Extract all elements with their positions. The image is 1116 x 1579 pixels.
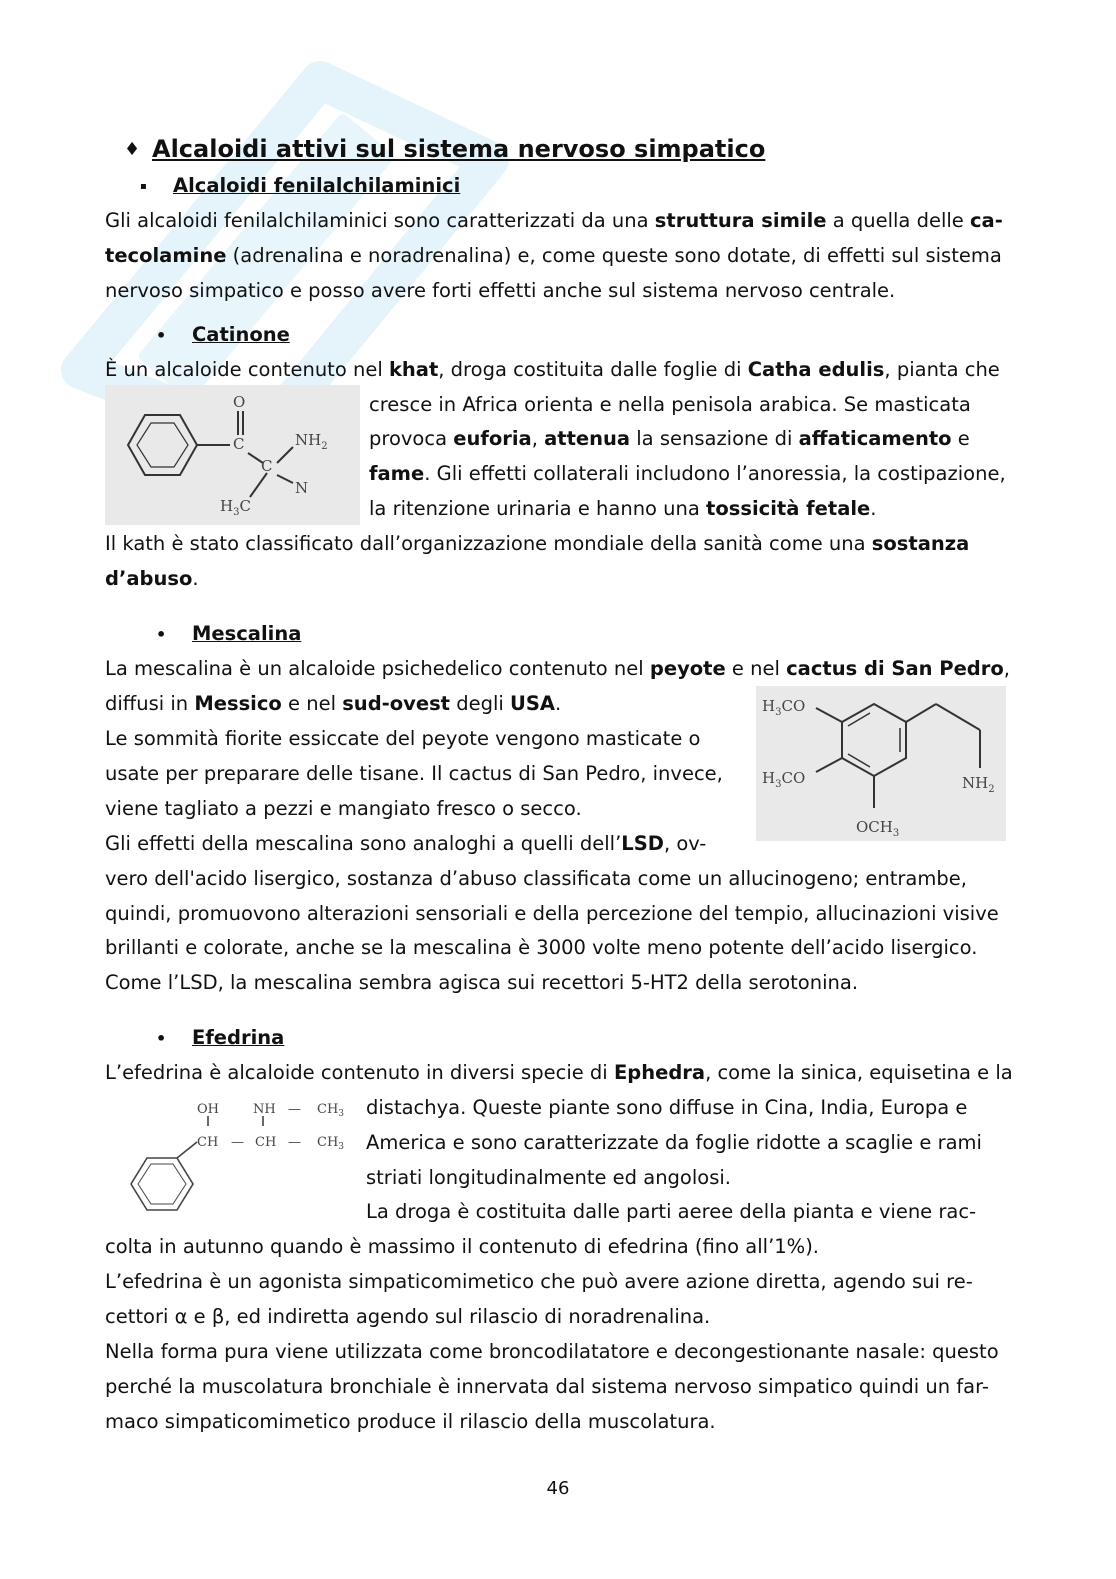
efedrina-line-11 [105,1408,716,1436]
mescalina-line-9 [105,934,977,962]
atom-o: O [233,393,246,411]
group-ch-1: CH [197,1135,219,1150]
bold-run: ca- [970,209,1003,232]
catinone-line-1 [105,356,1000,384]
bold-run: Messico [194,692,282,715]
text-run: Le sommità fiorite essiccate del peyote vengono masticate o [105,727,701,750]
text-run: la sensazione di [630,427,799,450]
atom-c2: C [261,457,273,475]
ch3-top-label: CH [317,1102,339,1117]
text-run: . Gli effetti collaterali includono l’anoressia, la costipazione, [424,462,1006,485]
mescalina-structure-figure [756,686,1006,841]
heading-efedrina [156,1024,284,1053]
group-ch3-bottom [317,1135,344,1152]
mescalina-line-8 [105,900,999,928]
mescalina-structure-diagram [756,686,1006,841]
och3-label: OCH [856,818,893,836]
heading-main-text: Alcaloidi attivi sul sistema nervoso simpatico [152,135,766,163]
text-run: . [870,497,877,520]
intro-line-2 [105,242,1002,270]
text-run: cresce in Africa orienta e nella penisola arabica. Se masticata [369,393,971,416]
text-run: Come l’LSD, la mescalina sembra agisca sui recettori 5-HT2 della serotonina. [105,971,859,994]
dash-2: — [231,1135,244,1150]
bond-line [816,758,842,772]
bond-line [177,1142,197,1158]
bold-run: d’abuso [105,567,193,590]
efedrina-line-3 [366,1129,982,1157]
text-run: La droga è costituita dalle parti aeree della pianta e viene rac- [366,1200,977,1223]
bold-run: sud-ovest [342,692,451,715]
text-run: L’efedrina è alcaloide contenuto in diversi specie di [105,1061,614,1084]
group-h3co-top [762,697,805,718]
ch3-bottom-subscript: 3 [338,1142,345,1152]
h3co-top-h: H [762,697,776,715]
catinone-line-4 [369,460,1006,488]
group-ch3-top [317,1102,344,1119]
efedrina-line-10 [105,1373,989,1401]
mescalina-line-6 [105,830,706,858]
h3c-subscript: 3 [233,507,240,518]
text-run: brillanti e colorate, anche se la mescalina è 3000 volte meno potente dell’acido lisergico. [105,936,978,959]
intro-line-3 [105,277,895,305]
text-run: , [1003,657,1010,680]
round-bullet-icon: • [156,625,167,644]
text-run: e nel [281,692,343,715]
atom-h3c [220,497,251,518]
heading-mescalina [156,620,301,649]
intro-line-1 [105,207,1003,235]
catinone-line-7 [105,565,199,593]
nh2-subscript: 2 [988,784,995,795]
bold-run: euforia [453,427,532,450]
h3co-top-co: CO [781,697,806,715]
text-run: (adrenalina e noradrenalina) e, come queste sono dotate, di effetti sul sistema [226,244,1002,267]
text-run: perché la muscolatura bronchiale è innervata dal sistema nervoso simpatico quindi un far- [105,1375,989,1398]
text-run: e nel [725,657,787,680]
group-h3co-middle [762,769,805,790]
benzene-ring [131,1158,193,1210]
text-run: a quella delle [826,209,970,232]
text-run: , droga costituita dalle foglie di [438,358,748,381]
text-run: cettori α e β, ed indiretta agendo sul rilascio di noradrenalina. [105,1305,711,1328]
benzene-ring [128,415,197,475]
bond-line [816,708,842,722]
bold-run: attenua [544,427,631,450]
h3co-middle-subscript: 3 [775,779,782,790]
text-run: , come la sinica, equisetina e la [705,1061,1013,1084]
catinone-structure-figure [105,385,360,525]
text-run: America e sono caratterizzate da foglie ridotte a scaglie e rami [366,1131,982,1154]
group-nh2 [962,774,995,795]
text-run: striati longitudinalmente ed angolosi. [366,1166,731,1189]
bold-run: Catha edulis [747,358,885,381]
h3c-label: H [220,497,234,515]
text-run: Gli alcaloidi fenilalchilaminici sono caratterizzati da una [105,209,655,232]
efedrina-structure-figure [105,1094,355,1234]
text-run: È un alcaloide contenuto nel [105,358,389,381]
text-run: diffusi in [105,692,195,715]
bold-run: struttura simile [654,209,827,232]
h3co-middle-h: H [762,769,776,787]
section-heading-main [124,132,765,167]
group-oh: OH [197,1102,219,1117]
text-run: Gli effetti della mescalina sono analoghi a quelli dell’ [105,832,622,855]
text-run: . [555,692,562,715]
catinone-line-3 [369,425,970,453]
text-run: nervoso simpatico e posso avere forti effetti anche sul sistema nervoso centrale. [105,279,896,302]
text-run: degli [450,692,511,715]
text-run: quindi, promuovono alterazioni sensoriali e della percezione del tempio, allucinazioni visive [105,902,999,925]
round-bullet-icon: • [156,1029,167,1048]
bold-run: affaticamento [798,427,952,450]
bond-line [848,754,870,767]
h3c-carbon: C [239,497,251,515]
efedrina-line-8 [105,1303,710,1331]
benzene-inner-ring [137,423,188,467]
bold-run: USA [510,692,555,715]
atom-n: N [295,479,309,497]
text-run: La mescalina è un alcaloide psichedelico contenuto nel [105,657,650,680]
benzene-ring [842,704,906,776]
benzene-inner-ring [138,1164,186,1204]
h3co-middle-co: CO [781,769,806,787]
atom-nh2 [295,431,328,452]
text-run: , pianta che [884,358,1000,381]
h3co-top-subscript: 3 [775,707,782,718]
text-run: la ritenzione urinaria e hanno una [369,497,707,520]
bold-run: tecolamine [105,244,227,267]
bold-run: peyote [649,657,726,680]
catinone-structure-diagram [105,385,360,525]
efedrina-structure-diagram [105,1094,355,1234]
efedrina-line-9 [105,1338,999,1366]
text-run: colta in autunno quando è massimo il contenuto di efedrina (fino all’1%). [105,1235,820,1258]
text-run: e [951,427,970,450]
heading-catinone-text: Catinone [192,323,290,346]
ch3-bottom-label: CH [317,1135,339,1150]
group-ch-2: CH [255,1135,277,1150]
mescalina-line-2 [105,690,561,718]
catinone-line-5 [369,495,876,523]
text-run: provoca [369,427,454,450]
text-run: , ov- [663,832,707,855]
group-och3 [856,818,899,839]
efedrina-line-7 [105,1268,973,1296]
text-run: Nella forma pura viene utilizzata come broncodilatatore e decongestionante nasale: questo [105,1340,999,1363]
nh2-subscript: 2 [321,441,328,452]
catinone-line-2 [369,391,971,419]
text-run: L’efedrina è un agonista simpaticomimetico che può avere azione diretta, agendo sui re- [105,1270,973,1293]
atom-c1: C [233,435,245,453]
heading-mescalina-text: Mescalina [192,622,302,645]
heading-efedrina-text: Efedrina [192,1026,285,1049]
bond-line [250,473,267,497]
mescalina-line-4 [105,760,723,788]
bold-run: fame [369,462,425,485]
subsection-heading-text: Alcaloidi fenilalchilaminici [173,174,461,197]
efedrina-line-1 [105,1059,1013,1087]
efedrina-line-2 [366,1094,967,1122]
text-run: . [192,567,199,590]
mescalina-line-1 [105,655,1010,683]
text-run: viene tagliato a pezzi e mangiato fresco o secco. [105,797,582,820]
bond-line [277,475,293,483]
mescalina-line-7 [105,865,967,893]
bond-line [936,704,980,730]
mescalina-line-10 [105,969,858,997]
nh2-label: NH [295,431,322,449]
text-run: , [531,427,545,450]
mescalina-line-3 [105,725,700,753]
diamond-bullet-icon: ♦ [124,139,141,160]
ch3-top-subscript: 3 [338,1109,345,1119]
text-run: distachya. Queste piante sono diffuse in Cina, India, Europa e [366,1096,968,1119]
mescalina-line-5 [105,795,582,823]
nh2-label: NH [962,774,989,792]
round-bullet-icon: • [156,326,167,345]
text-run: vero dell'acido lisergico, sostanza d’abuso classificata come un allucinogeno; entrambe, [105,867,967,890]
bond-line [906,704,936,722]
page-number: 46 [546,1478,570,1499]
subsection-heading [140,172,460,201]
bold-run: sostanza [871,532,970,555]
efedrina-line-5 [366,1198,976,1226]
dash-1: — [288,1102,301,1117]
bold-run: cactus di San Pedro [786,657,1004,680]
bold-run: LSD [621,832,664,855]
text-run: usate per preparare delle tisane. Il cactus di San Pedro, invece, [105,762,723,785]
text-run: maco simpaticomimetico produce il rilascio della muscolatura. [105,1410,716,1433]
square-bullet-icon: ▪ [140,181,147,192]
heading-catinone [156,321,290,350]
efedrina-line-6 [105,1233,819,1261]
bold-run: Ephedra [613,1061,706,1084]
group-nh: NH [253,1102,276,1117]
dash-3: — [288,1135,301,1150]
och3-subscript: 3 [892,828,900,839]
bold-run: khat [388,358,439,381]
bond-line [277,447,293,463]
catinone-line-6 [105,530,969,558]
text-run: Il kath è stato classificato dall’organizzazione mondiale della sanità come una [105,532,872,555]
efedrina-line-4 [366,1164,731,1192]
bold-run: tossicità fetale [706,497,871,520]
bond-line [848,713,870,726]
